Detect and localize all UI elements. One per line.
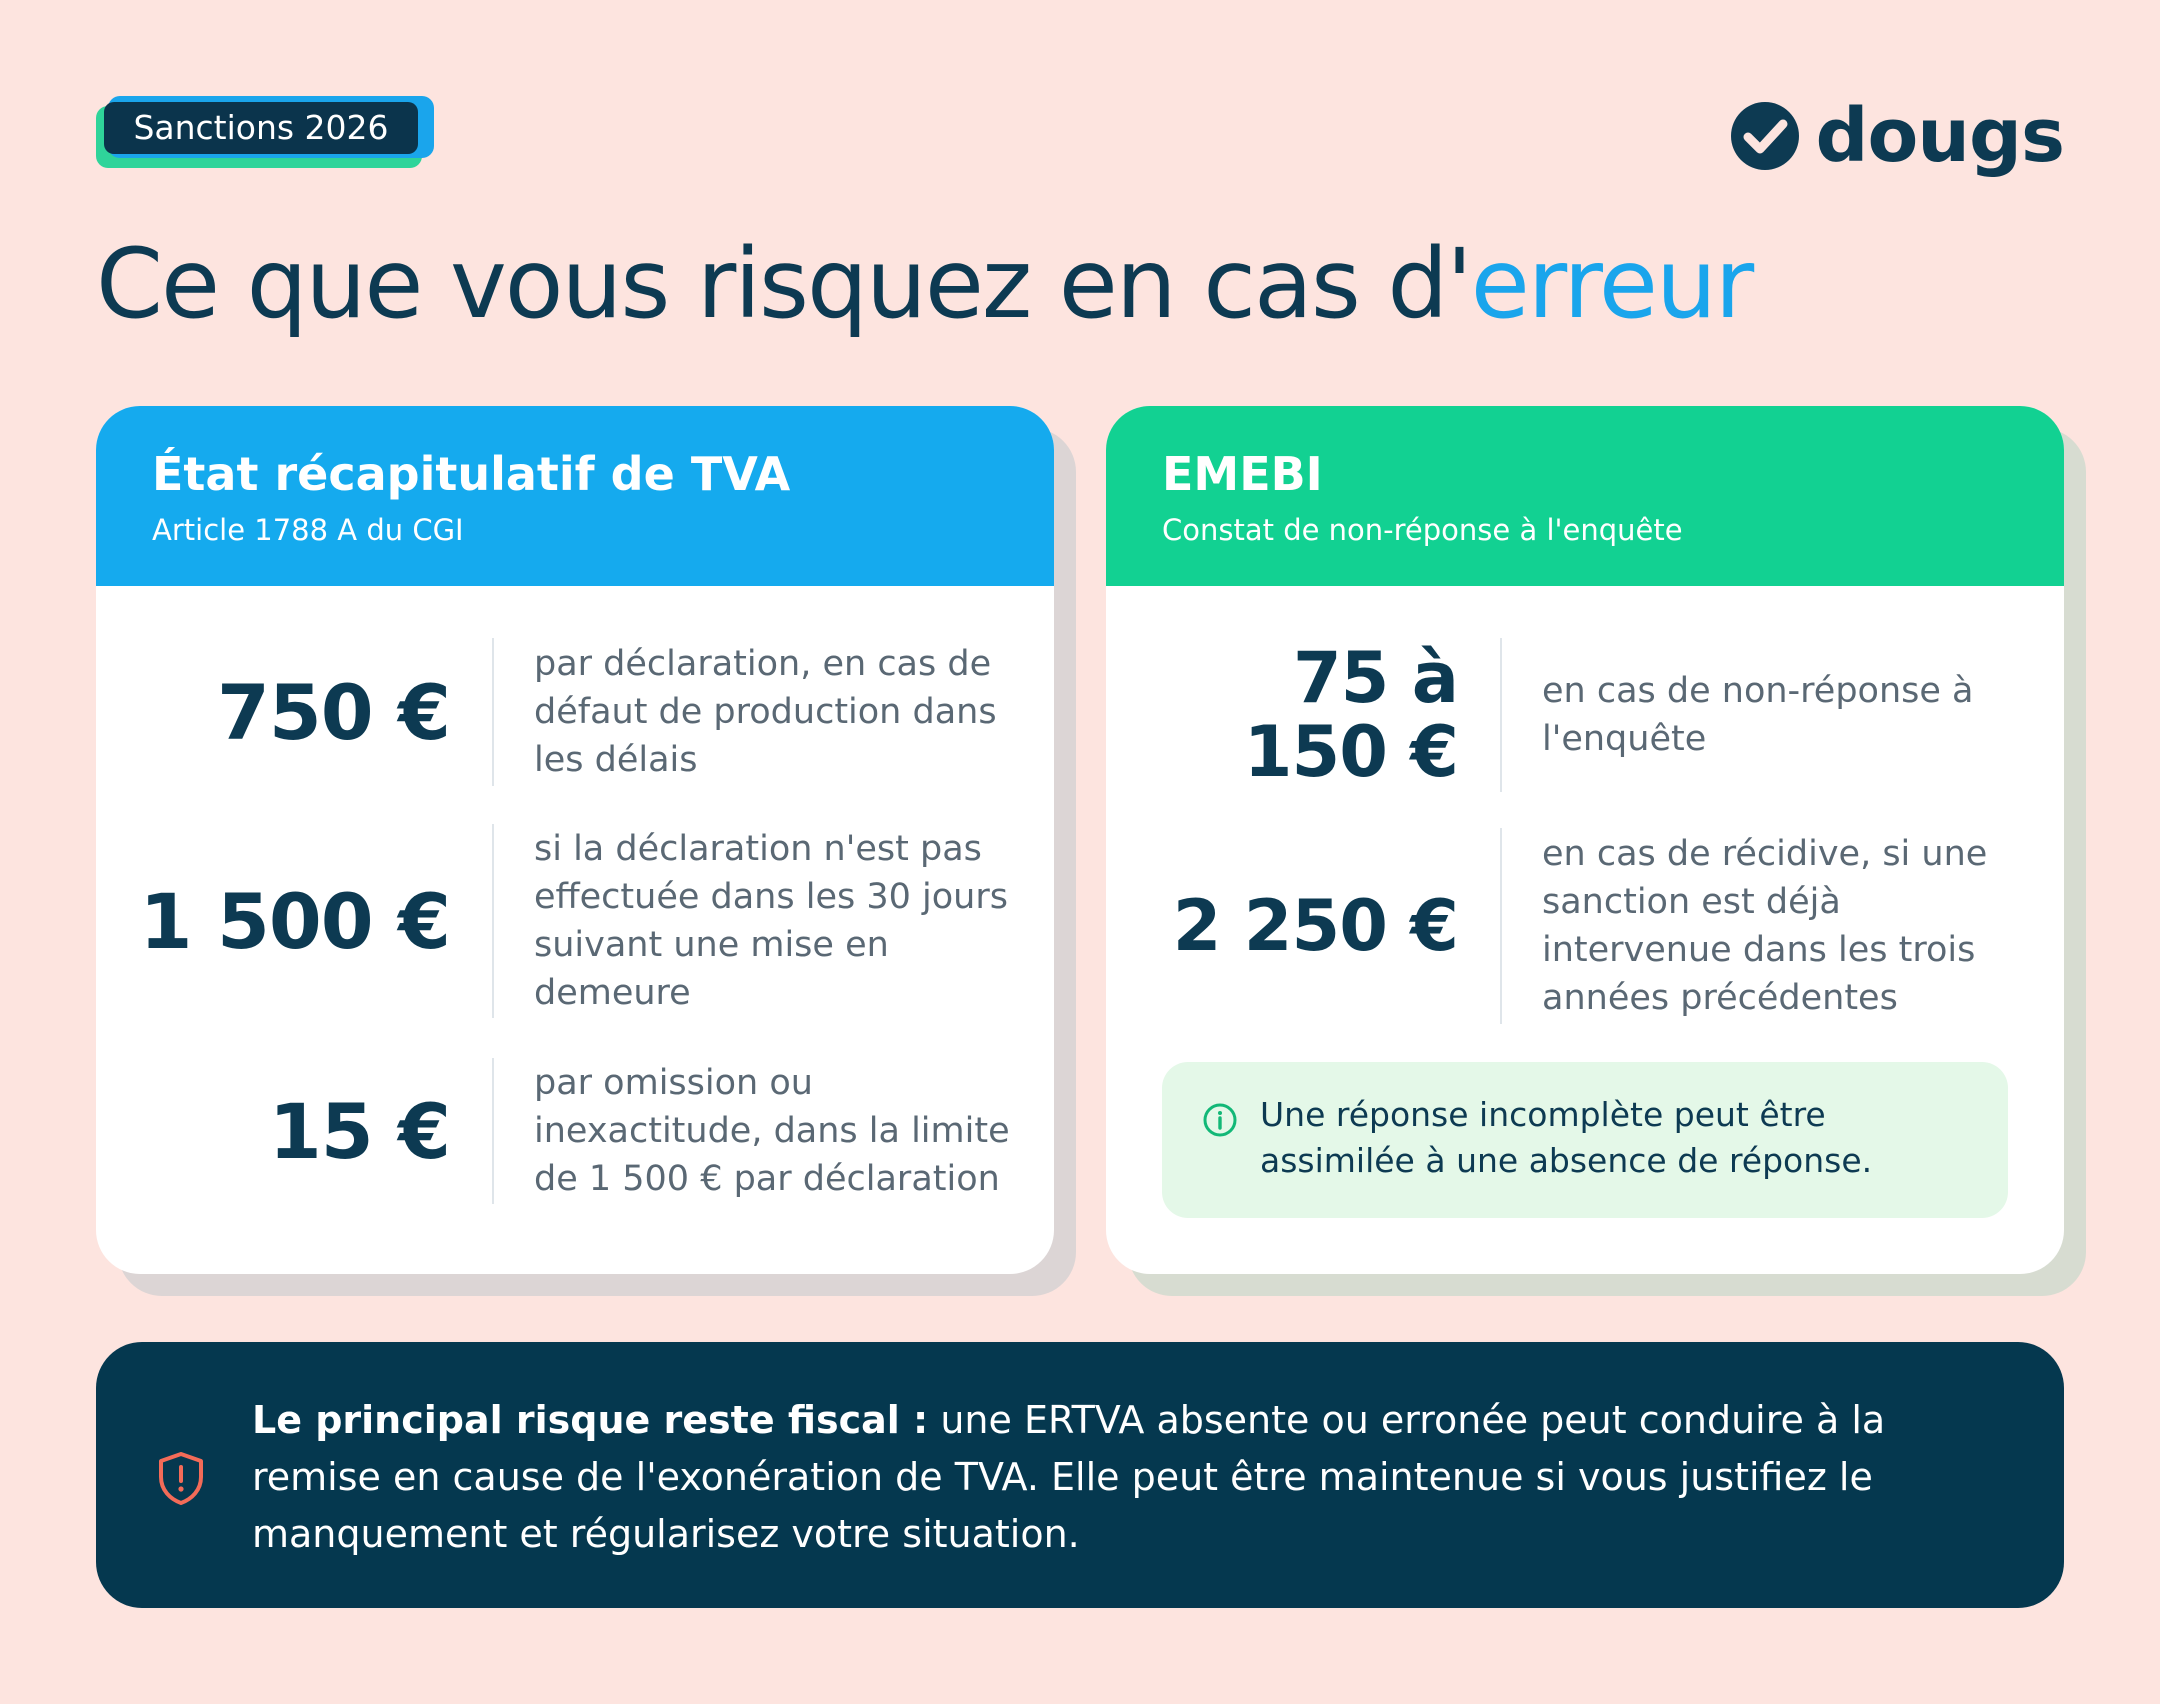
sanction-row (96, 638, 1054, 786)
sanction-description: par déclaration, en cas de défaut de production dans les délais (534, 644, 997, 780)
sanction-row (1106, 828, 2064, 1024)
card-emebi (1106, 406, 2064, 1274)
banner-strong: Le principal risque reste fiscal : (252, 1398, 929, 1442)
amount-line: 75 à (1292, 637, 1458, 719)
title-accent: erreur (1470, 228, 1753, 340)
sanction-amount: 2 250 € (1172, 885, 1458, 967)
card-subtitle: Article 1788 A du CGI (152, 513, 464, 547)
title-main: Ce que vous risquez en cas d' (96, 228, 1471, 340)
card-header (1106, 406, 2064, 586)
card-ertva (96, 406, 1054, 1274)
sanction-amount (1106, 638, 1500, 792)
card-subtitle: Constat de non-réponse à l'enquête (1162, 513, 1683, 547)
dougs-logo (1729, 93, 2064, 179)
card-title: EMEBI (1162, 447, 1323, 501)
sanction-row (96, 824, 1054, 1018)
banner-body: une ERTVA absente ou erronée peut conduire à la remise en cause de l'exonération de TVA. Elle peut être maintenue si vous justifiez le manquement et régularisez votre situation. (252, 1398, 1886, 1556)
sanction-row (96, 1058, 1054, 1204)
card-header (96, 406, 1054, 586)
page-title (96, 228, 2056, 340)
info-note (1162, 1062, 2008, 1218)
amount-line: 150 € (1243, 711, 1458, 793)
info-text: Une réponse incomplète peut être assimilée à une absence de réponse. (1260, 1095, 1873, 1180)
sanction-amount: 750 € (217, 667, 450, 757)
badge-label: Sanctions 2026 (104, 102, 418, 154)
sanction-description: si la déclaration n'est pas effectuée dans les 30 jours suivant une mise en demeure (534, 829, 1008, 1013)
logo-wordmark: dougs (1815, 93, 2064, 179)
check-circle-icon (1729, 100, 1801, 172)
sanction-amount: 1 500 € (139, 876, 450, 966)
sanctions-badge (96, 96, 436, 170)
banner-text (252, 1392, 1964, 1563)
card-body (1106, 406, 2064, 1274)
sanction-amount: 15 € (268, 1086, 450, 1176)
card-body (96, 406, 1054, 1274)
fiscal-risk-banner (96, 1342, 2064, 1608)
shield-alert-icon (156, 1450, 206, 1506)
sanction-description: en cas de récidive, si une sanction est déjà intervenue dans les trois années précédentes (1542, 834, 1988, 1018)
sanction-row (1106, 638, 2064, 792)
sanction-description: par omission ou inexactitude, dans la limite de 1 500 € par déclaration (534, 1063, 1010, 1199)
sanction-description: en cas de non-réponse à l'enquête (1542, 671, 1974, 759)
card-title: État récapitulatif de TVA (152, 447, 791, 501)
info-icon (1202, 1102, 1238, 1138)
